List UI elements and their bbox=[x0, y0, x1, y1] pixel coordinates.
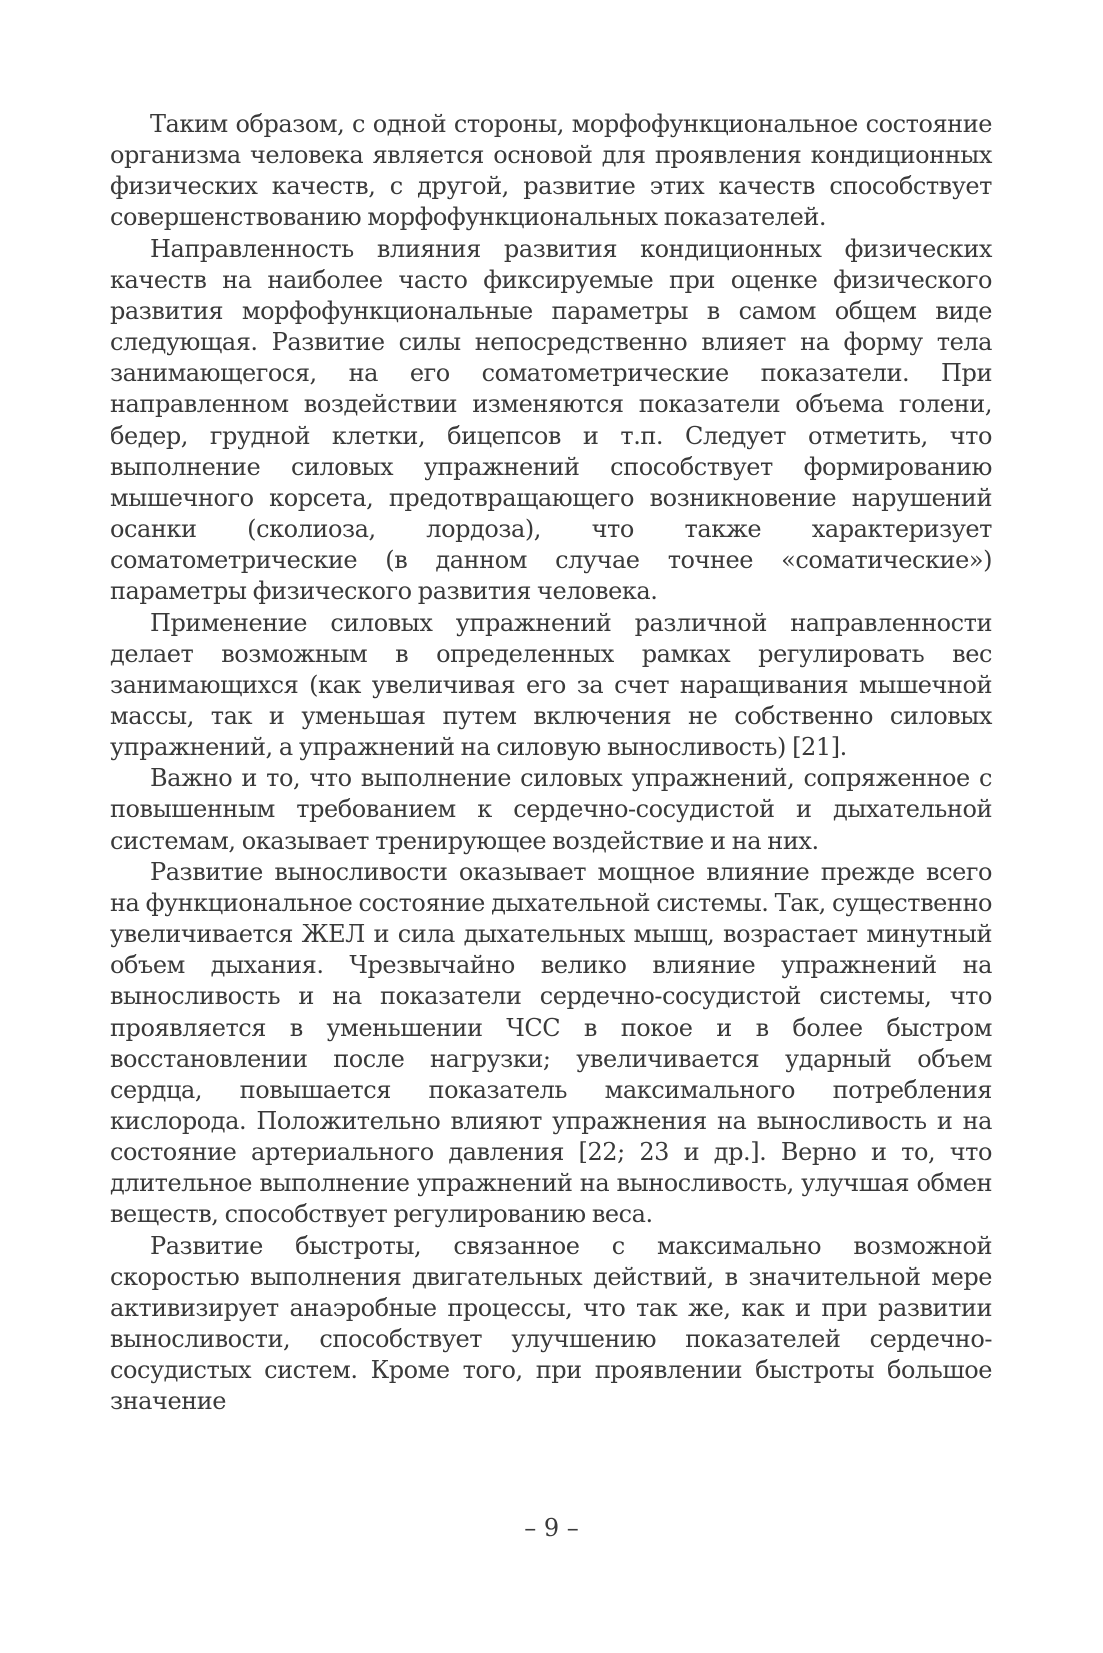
paragraph-6: Развитие быстроты, связанное с максимально возможной скоростью выполнения двигательных действий, в значительной мере активизирует анаэробные процессы, что так же, как и при развитии выносливости, способствует улучшению показателей сердечно-сосудистых систем. Кроме того, при проявлении быстроты большое значение bbox=[110, 1231, 992, 1416]
paragraph-3: Применение силовых упражнений различной направленности делает возможным в определенных рамках регулировать вес занимающихся (как увеличивая его за счет наращивания мышечной массы, так и уменьшая путем включения не собственно силовых упражнений, а упражнений на силовую выносливость) [21]. bbox=[110, 608, 992, 762]
body-text bbox=[110, 109, 992, 1418]
paragraph-4: Важно и то, что выполнение силовых упражнений, сопряженное с повышенным требованием к сердечно-сосудистой и дыхательной системам, оказывает тренирующее воздействие и на них. bbox=[110, 764, 992, 855]
paragraph-2: Направленность влияния развития кондиционных физических качеств на наиболее часто фиксируемые при оценке физического развития морфофункциональные параметры в самом общем виде следующая. Развитие силы непосредственно влияет на форму тела занимающегося, на его соматометрические показатели. При направленном воздействии изменяются показатели объема голени, бедер, грудной клетки, бицепсов и т.п. Следует отметить, что выполнение силовых упражнений способствует формированию мышечного корсета, предотвращающего возникновение нарушений осанки (сколиоза, лордоза), что также характеризует соматометрические (в данном случае точнее «соматические») параметры физического развития человека. bbox=[110, 234, 992, 606]
paragraph-1: Таким образом, с одной стороны, морфофункциональное состояние организма человека является основой для проявления кондиционных физических качеств, с другой, развитие этих качеств способствует совершенствованию морфофункциональных показателей. bbox=[110, 110, 992, 232]
paragraph-5: Развитие выносливости оказывает мощное влияние прежде всего на функциональное состояние дыхательной системы. Так, существенно увеличивается ЖЕЛ и сила дыхательных мышц, возрастает минутный объем дыхания. Чрезвычайно велико влияние упражнений на выносливость и на показатели сердечно-сосудистой системы, что проявляется в уменьшении ЧСС в покое и в более быстром восстановлении после нагрузки; увеличивается ударный объем сердца, повышается показатель максимального потребления кислорода. Положительно влияют упражнения на выносливость и на состояние артериального давления [22; 23 и др.]. Верно и то, что длительное выполнение упражнений на выносливость, улучшая обмен веществ, способствует регулированию веса. bbox=[110, 857, 992, 1229]
page-number: – 9 – bbox=[524, 1514, 579, 1542]
